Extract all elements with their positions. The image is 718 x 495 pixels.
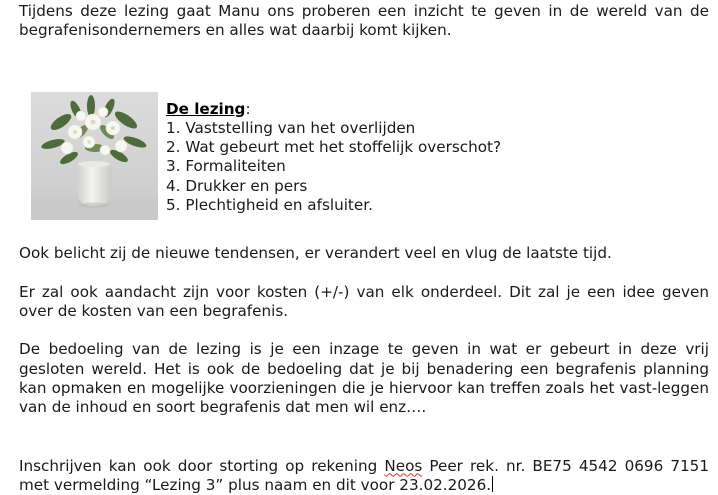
lecture-heading-line — [166, 100, 501, 119]
lecture-list — [166, 100, 501, 216]
lecture-item: 2. Wat gebeurt met het stoffelijk overschot? — [166, 138, 502, 157]
purpose-paragraph: De bedoeling van de lezing is je een inzage te geven in wat er gebeurt in deze vrij gesloten wereld. Het is ook de bedoeling dat je bij benadering een begrafenis planning kan opmaken en mogelijke voorzieningen die je hiervoor kan treffen zoals het vast-leggen van de inhoud en soort begrafenis dat men wil enz…. — [19, 340, 709, 417]
lecture-item: 4. Drukker en pers — [166, 176, 308, 195]
registration-text-after: Peer rek. nr. BE75 4542 0696 7151 met vermelding “Lezing 3” plus naam en dit voor 23.02.2026. — [19, 456, 709, 494]
costs-paragraph: Er zal ook aandacht zijn voor kosten (+/-) van elk onderdeel. Dit zal je een idee geven over de kosten van een begrafenis. — [19, 282, 709, 321]
lecture-heading: De lezing — [166, 99, 246, 118]
lecture-item: 1. Vaststelling van het overlijden — [166, 118, 416, 137]
text-cursor — [492, 476, 493, 492]
spellcheck-flagged-word[interactable]: Neos — [384, 456, 423, 475]
flower-vase-image — [31, 92, 158, 220]
lecture-item: 5. Plechtigheid en afsluiter. — [166, 196, 373, 215]
lecture-section — [19, 41, 709, 225]
registration-text-before: Inschrijven kan ook door storting op rekening — [19, 456, 385, 475]
lecture-item: 3. Formaliteiten — [166, 157, 286, 176]
trends-paragraph: Ook belicht zij de nieuwe tendensen, er verandert veel en vlug de laatste tijd. — [19, 243, 612, 262]
registration-paragraph — [19, 457, 709, 495]
document-body[interactable] — [19, 2, 709, 495]
lecture-heading-colon: : — [245, 99, 251, 118]
intro-paragraph: Tijdens deze lezing gaat Manu ons proberen een inzicht te geven in de wereld van de begrafenisondernemers en alles wat daarbij komt kijken. — [19, 2, 709, 40]
